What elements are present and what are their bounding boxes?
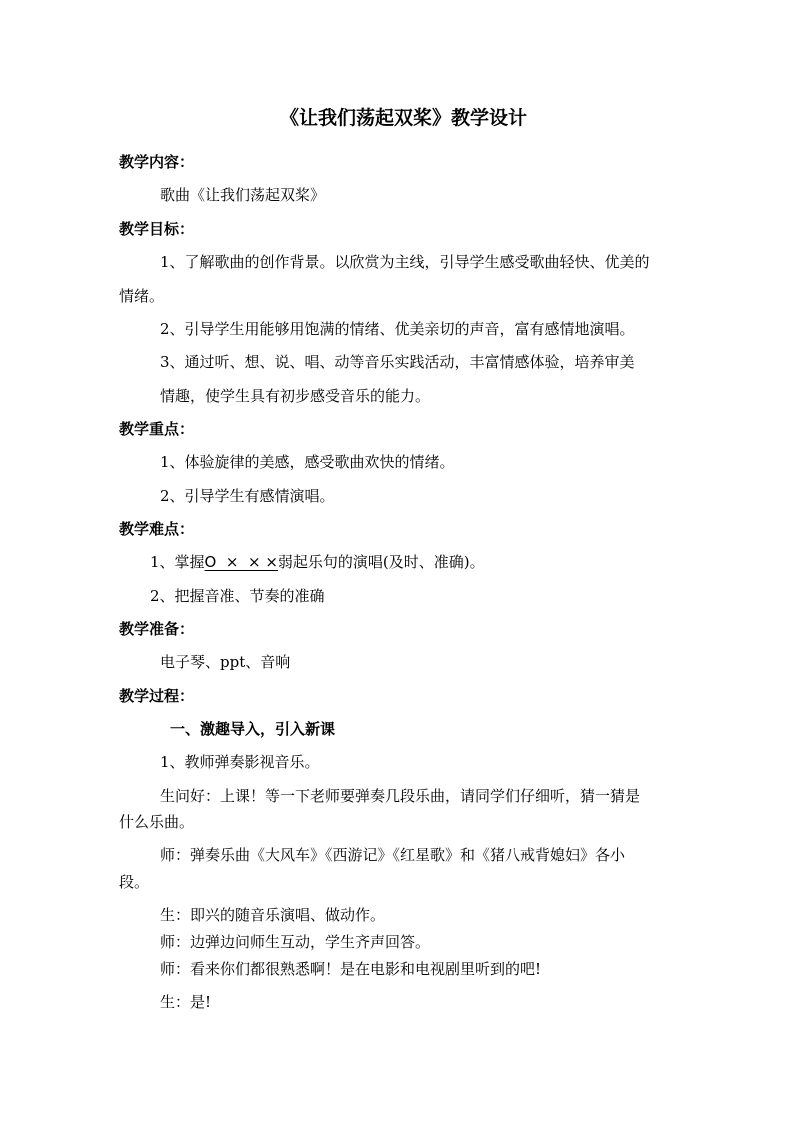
- focus-1: 1、体验旋律的美感，感受歌曲欢快的情绪。: [160, 453, 455, 471]
- process-para-1: 1、教师弹奏影视音乐。: [160, 753, 320, 771]
- goals-heading: 教学目标：: [119, 220, 195, 238]
- goal-1-line-2: 情绪。: [119, 287, 165, 305]
- process-para-6: 师：看来你们都很熟悉啊！是在电影和电视剧里听到的吧!: [160, 960, 542, 978]
- difficulty-heading: 教学难点：: [119, 520, 195, 538]
- document-title: 《让我们荡起双桨》教学设计: [280, 107, 528, 129]
- goal-2: 2、引导学生用能够用饱满的情绪、优美亲切的声音，富有感情地演唱。: [160, 320, 635, 338]
- difficulty-1: [150, 552, 485, 572]
- difficulty-1-suffix: 弱起乐句的演唱(及时、准确)。: [277, 553, 485, 571]
- process-para-4: 生：即兴的随音乐演唱、做动作。: [160, 906, 386, 924]
- focus-heading: 教学重点：: [119, 420, 195, 438]
- content-heading: 教学内容：: [119, 153, 195, 171]
- process-heading: 教学过程：: [119, 687, 195, 705]
- process-para-7: 生：是!: [160, 993, 212, 1011]
- content-text: 歌曲《让我们荡起双桨》: [160, 186, 326, 204]
- process-para-2-line-2: 什么乐曲。: [119, 813, 195, 831]
- difficulty-1-prefix: 1、掌握: [150, 553, 205, 571]
- prep-text: 电子琴、ppt、音响: [160, 653, 291, 671]
- section-1-title: 一、激趣导入，引入新课: [170, 720, 336, 738]
- goal-1-line-1: 1、了解歌曲的创作背景。以欣赏为主线，引导学生感受歌曲轻快、优美的: [160, 253, 650, 271]
- process-para-5: 师：边弹边问师生互动，学生齐声回答。: [160, 933, 431, 951]
- focus-2: 2、引导学生有感情演唱。: [160, 487, 335, 505]
- goal-3-line-1: 3、通过听、想、说、唱、动等音乐实践活动，丰富情感体验，培养审美: [160, 353, 635, 371]
- rhythm-notation: O × × ×: [204, 553, 278, 571]
- process-para-3-line-1: 师：弹奏乐曲《大风车》《西游记》《红星歌》和《猪八戒背媳妇》各小: [160, 846, 626, 864]
- prep-heading: 教学准备：: [119, 620, 195, 638]
- process-para-2-line-1: 生问好：上课！等一下老师要弹奏几段乐曲，请同学们仔细听，猜一猜是: [160, 787, 641, 805]
- process-para-3-line-2: 段。: [119, 873, 150, 891]
- goal-3-line-2: 情趣，使学生具有初步感受音乐的能力。: [160, 387, 431, 405]
- difficulty-2: 2、把握音准、节奏的准确: [150, 587, 325, 605]
